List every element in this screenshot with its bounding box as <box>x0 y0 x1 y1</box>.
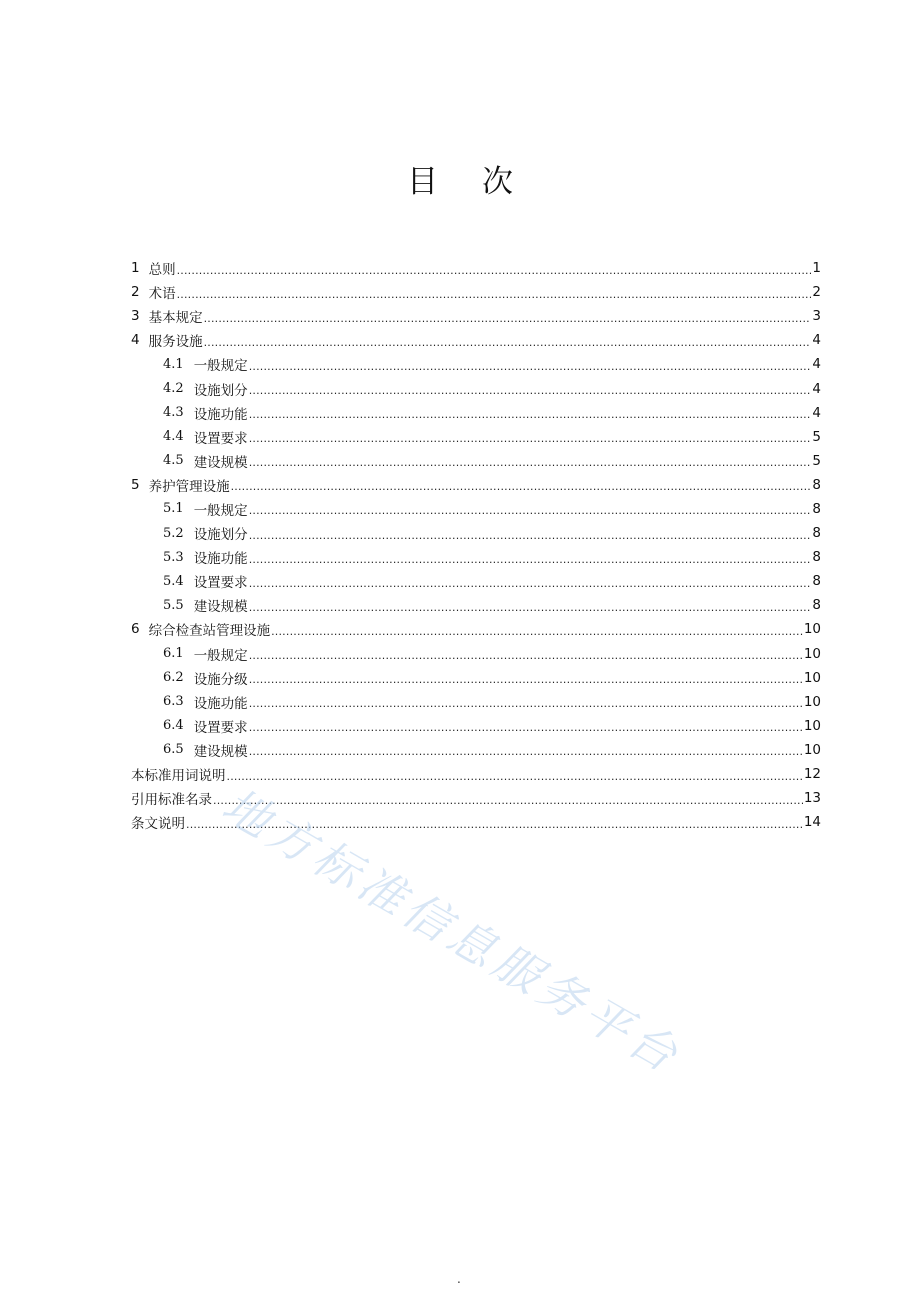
toc-entry-number: 4.5 <box>163 453 184 469</box>
toc-entry[interactable] <box>131 328 821 352</box>
toc-entry-page: 4 <box>812 380 821 397</box>
toc-leader-dots <box>204 312 812 325</box>
toc-entry-title: 总则 <box>148 262 176 279</box>
toc-entry-page: 8 <box>812 500 821 517</box>
toc-leader-dots <box>249 745 803 758</box>
toc-leader-dots <box>177 264 812 277</box>
toc-entry-page: 8 <box>812 525 821 542</box>
toc-entry-title: 一般规定 <box>193 358 248 375</box>
toc-entry-title: 本标准用词说明 <box>131 768 226 785</box>
toc-entry-page: 10 <box>803 621 821 638</box>
toc-entry-title: 设置要求 <box>193 719 248 736</box>
toc-entry-number: 1 <box>131 260 140 277</box>
toc-entry-title: 综合检查站管理设施 <box>148 623 271 640</box>
toc-leader-dots <box>231 480 812 493</box>
toc-entry[interactable] <box>131 304 821 328</box>
toc-leader-dots <box>249 456 812 469</box>
toc-entry[interactable] <box>131 738 821 762</box>
toc-leader-dots <box>249 697 803 710</box>
toc-entry-number: 4.4 <box>163 429 184 445</box>
toc-leader-dots <box>249 360 812 373</box>
toc-entry[interactable] <box>131 593 821 617</box>
watermark: 地方标准信息服务平台 <box>213 777 691 1085</box>
toc-entry[interactable] <box>131 425 821 449</box>
toc-entry-title: 养护管理设施 <box>148 478 230 495</box>
toc-entry[interactable] <box>131 352 821 376</box>
toc-entry-title: 设置要求 <box>193 575 248 592</box>
toc-leader-dots <box>249 577 812 590</box>
toc-entry-page: 2 <box>812 284 821 301</box>
toc-entry-number: 5.1 <box>163 501 184 517</box>
toc-leader-dots <box>249 529 812 542</box>
toc-entry-number: 4 <box>131 332 140 349</box>
toc-entry-number: 5.3 <box>163 549 184 565</box>
toc-entry-page: 10 <box>803 741 821 758</box>
title-char-1: 目 <box>407 164 438 200</box>
toc-entry-page: 14 <box>803 814 821 831</box>
toc-entry-page: 12 <box>803 766 821 783</box>
toc-entry-number: 6.2 <box>163 670 184 686</box>
toc-entry-number: 6 <box>131 621 140 638</box>
toc-entry-number: 3 <box>131 308 140 325</box>
toc-entry-page: 4 <box>812 404 821 421</box>
toc-leader-dots <box>271 625 803 638</box>
toc-leader-dots <box>249 553 812 566</box>
toc-entry-page: 8 <box>812 597 821 614</box>
toc-entry[interactable] <box>131 497 821 521</box>
toc-entry[interactable] <box>131 569 821 593</box>
toc-entry-number: 5.2 <box>163 525 184 541</box>
toc-entry-number: 4.1 <box>163 356 184 372</box>
toc-leader-dots <box>204 336 812 349</box>
toc-leader-dots <box>249 408 812 421</box>
toc-entry-title: 一般规定 <box>193 647 248 664</box>
toc-leader-dots <box>249 601 812 614</box>
toc-entry-page: 4 <box>812 356 821 373</box>
toc-entry[interactable] <box>131 642 821 666</box>
toc-entry[interactable] <box>131 376 821 400</box>
toc-entry[interactable] <box>131 617 821 641</box>
toc-entry-title: 设施功能 <box>193 551 248 568</box>
table-of-contents <box>131 256 821 834</box>
toc-entry[interactable] <box>131 545 821 569</box>
toc-entry[interactable] <box>131 714 821 738</box>
toc-entry-page: 10 <box>803 717 821 734</box>
toc-entry-page: 5 <box>812 452 821 469</box>
toc-entry[interactable] <box>131 256 821 280</box>
toc-leader-dots <box>249 504 812 517</box>
toc-entry-title: 建设规模 <box>193 599 248 616</box>
toc-entry-page: 3 <box>812 308 821 325</box>
toc-entry-title: 设置要求 <box>193 430 248 447</box>
toc-entry[interactable] <box>131 690 821 714</box>
footer-mark: . <box>457 1272 461 1286</box>
toc-entry[interactable] <box>131 666 821 690</box>
toc-entry-page: 8 <box>812 476 821 493</box>
toc-entry-title: 引用标准名录 <box>131 792 212 809</box>
toc-entry-number: 2 <box>131 284 140 301</box>
toc-entry-page: 5 <box>812 428 821 445</box>
toc-entry-page: 8 <box>812 573 821 590</box>
toc-leader-dots <box>177 288 812 301</box>
toc-entry-number: 5 <box>131 476 140 493</box>
toc-entry-title: 设施分级 <box>193 671 248 688</box>
toc-leader-dots <box>249 721 803 734</box>
toc-entry-number: 5.4 <box>163 573 184 589</box>
toc-leader-dots <box>249 649 803 662</box>
toc-entry-page: 8 <box>812 549 821 566</box>
toc-entry-number: 6.3 <box>163 694 184 710</box>
toc-entry-number: 6.1 <box>163 646 184 662</box>
toc-entry[interactable] <box>131 521 821 545</box>
toc-entry-number: 6.5 <box>163 742 184 758</box>
toc-leader-dots <box>227 770 803 783</box>
toc-entry-title: 术语 <box>148 286 176 303</box>
toc-entry-number: 4.2 <box>163 381 184 397</box>
toc-entry-title: 服务设施 <box>148 334 203 351</box>
toc-entry-number: 4.3 <box>163 405 184 421</box>
toc-entry-title: 条文说明 <box>131 816 185 833</box>
toc-entry-title: 设施划分 <box>193 527 248 544</box>
title-char-2: 次 <box>482 164 513 200</box>
toc-entry-title: 基本规定 <box>148 310 203 327</box>
toc-entry-title: 建设规模 <box>193 743 248 760</box>
page-title <box>0 162 920 202</box>
toc-entry-page: 10 <box>803 693 821 710</box>
toc-leader-dots <box>249 432 812 445</box>
toc-entry-page: 10 <box>803 669 821 686</box>
toc-entry[interactable] <box>131 449 821 473</box>
toc-leader-dots <box>249 673 803 686</box>
toc-entry-page: 10 <box>803 645 821 662</box>
toc-leader-dots <box>249 384 812 397</box>
toc-entry-title: 一般规定 <box>193 502 248 519</box>
toc-entry-page: 4 <box>812 332 821 349</box>
toc-entry[interactable] <box>131 473 821 497</box>
toc-entry-number: 5.5 <box>163 597 184 613</box>
toc-entry[interactable] <box>131 280 821 304</box>
toc-entry-page: 13 <box>803 790 821 807</box>
toc-entry-title: 建设规模 <box>193 454 248 471</box>
toc-entry-title: 设施功能 <box>193 406 248 423</box>
toc-entry-page: 1 <box>812 260 821 277</box>
toc-entry[interactable] <box>131 401 821 425</box>
toc-entry[interactable] <box>131 762 821 786</box>
toc-entry-number: 6.4 <box>163 718 184 734</box>
toc-entry-title: 设施划分 <box>193 382 248 399</box>
toc-entry-title: 设施功能 <box>193 695 248 712</box>
